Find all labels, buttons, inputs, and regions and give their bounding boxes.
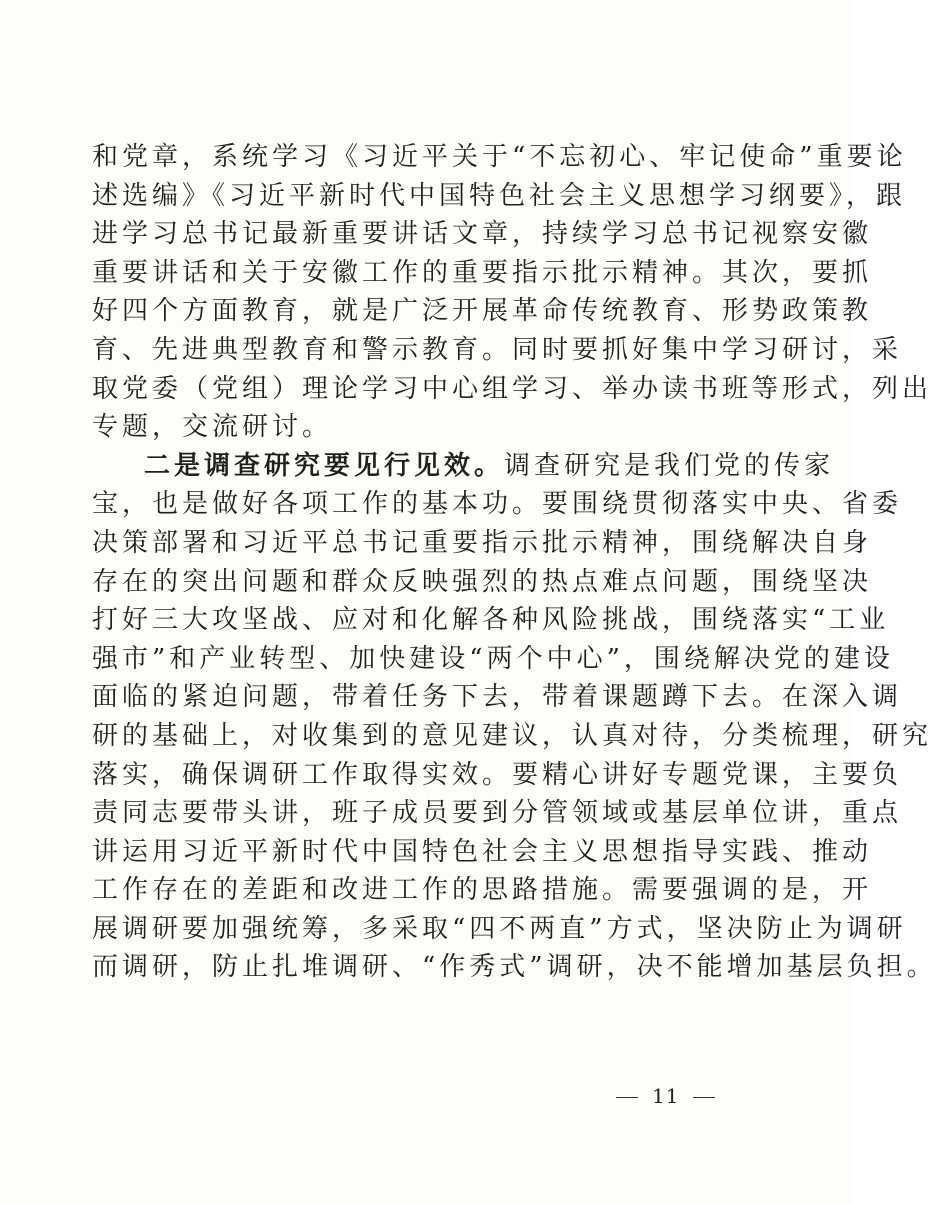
body-text [92, 138, 937, 987]
text-line: 存在的突出问题和群众反映强烈的热点难点问题，围绕坚决 [92, 566, 873, 597]
text-line: 落实，确保调研工作取得实效。要精心讲好专题党课，主要负 [92, 759, 903, 790]
paragraph-1 [92, 138, 933, 447]
text-line: 重要讲话和关于安徽工作的重要指示批示精神。其次，要抓 [92, 257, 873, 288]
text-line: 述选编》《习近平新时代中国特色社会主义思想学习纲要》，跟 [92, 180, 907, 211]
text-line: 好四个方面教育，就是广泛开展革命传统教育、形势政策教 [92, 296, 873, 327]
text-line: 专题，交流研讨。 [92, 412, 333, 443]
text-line: 研的基础上，对收集到的意见建议，认真对待，分类梳理，研究 [92, 720, 933, 751]
paragraph-heading: 二是调查研究要见行见效。 [144, 450, 505, 481]
text-line: 宝，也是做好各项工作的基本功。要围绕贯彻落实中央、省委 [92, 489, 903, 520]
text-line: 育、先进典型教育和警示教育。同时要抓好集中学习研讨，采 [92, 334, 903, 365]
text-line: 而调研，防止扎堆调研、“作秀式”调研，决不能增加基层负担。 [92, 952, 937, 983]
text-line: 工作存在的差距和改进工作的思路措施。需要强调的是，开 [92, 875, 873, 906]
text-line: 取党委（党组）理论学习中心组学习、举办读书班等形式，列出 [92, 373, 933, 404]
text-line: 打好三大攻坚战、应对和化解各种风险挑战，围绕落实“工业 [92, 605, 890, 636]
page-number [616, 1084, 715, 1108]
text-line: 决策部署和习近平总书记重要指示批示精神，围绕解决自身 [92, 527, 873, 558]
dash-right [693, 1097, 715, 1098]
text-line: 展调研要加强统筹，多采取“四不两直”方式，坚决防止为调研 [92, 913, 907, 944]
text-line: 面临的紧迫问题，带着任务下去，带着课题蹲下去。在深入调 [92, 682, 903, 713]
first-line-text: 调查研究是我们党的传家 [504, 450, 835, 481]
text-line: 强市”和产业转型、加快建设“两个中心”，围绕解决党的建设 [92, 643, 894, 674]
text-line: 和党章，系统学习《习近平关于“不忘初心、牢记使命”重要论 [92, 142, 907, 172]
text-line: 讲运用习近平新时代中国特色社会主义思想指导实践、推动 [92, 836, 873, 867]
page-number-value: 11 [652, 1084, 680, 1108]
dash-left [616, 1097, 638, 1098]
paragraph-2 [92, 447, 937, 987]
text-line-first [92, 447, 835, 486]
text-line: 责同志要带头讲，班子成员要到分管领域或基层单位讲，重点 [92, 798, 903, 829]
text-line: 进学习总书记最新重要讲话文章，持续学习总书记视察安徽 [92, 219, 873, 250]
